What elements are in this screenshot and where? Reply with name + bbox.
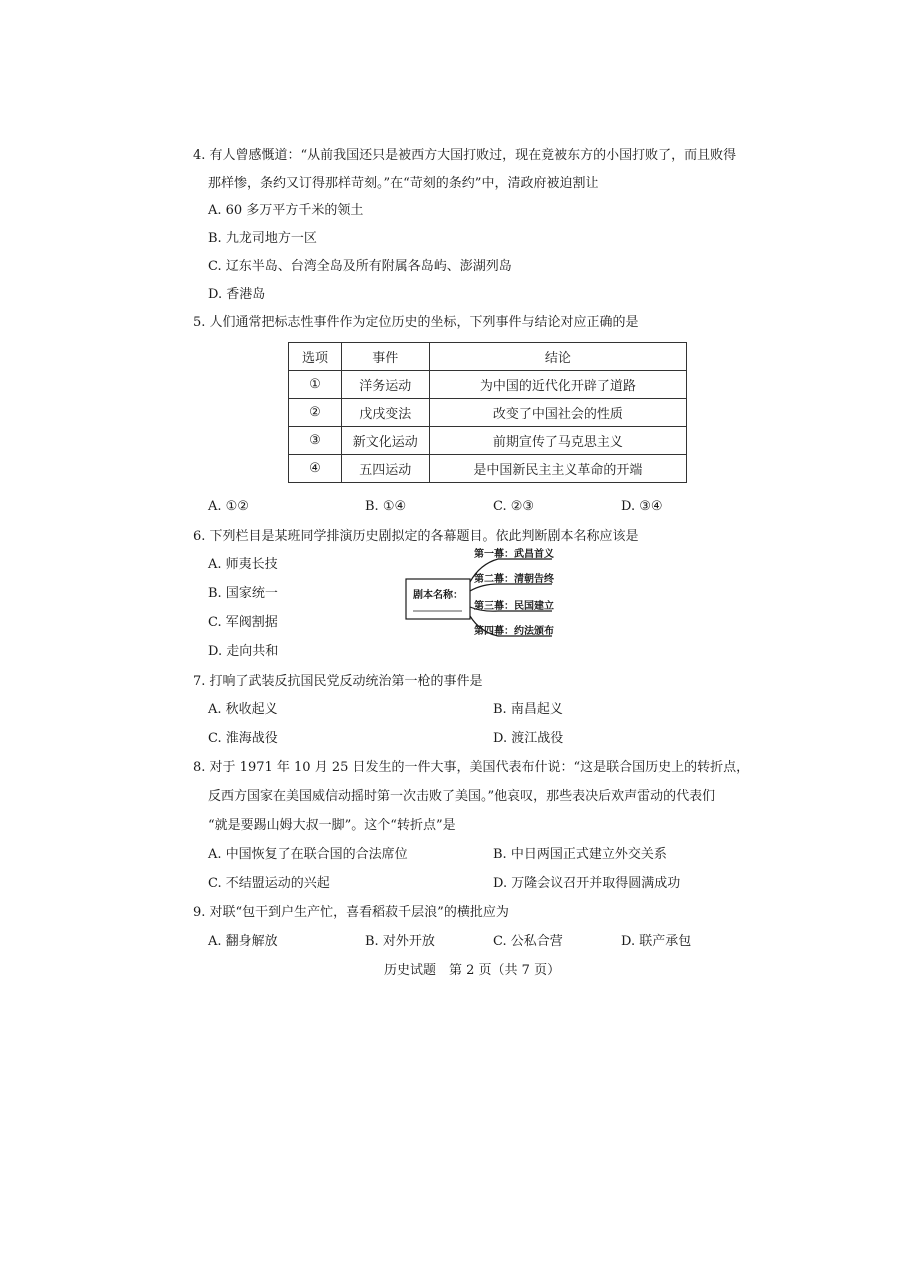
table-row [289, 399, 687, 427]
q7-option-b[interactable]: B. 南昌起义 [493, 702, 563, 717]
table-cell: 是中国新民主主义革命的开端 [429, 455, 686, 483]
q4-stem-line1: 4. 有人曾感慨道：“从前我国还只是被西方大国打败过，现在竟被东方的小国打败了，而且败得 [193, 148, 737, 163]
table-cell: 新文化运动 [341, 427, 429, 455]
diagram-act-2: 第二幕：清朝告终 [474, 574, 554, 585]
q8-option-c[interactable]: C. 不结盟运动的兴起 [208, 876, 330, 891]
q9-option-d[interactable]: D. 联产承包 [621, 934, 692, 949]
table-cell: 前期宣传了马克思主义 [429, 427, 686, 455]
q7-option-a[interactable]: A. 秋收起义 [208, 702, 278, 717]
table-header-row [289, 343, 687, 371]
table-cell: ② [289, 399, 342, 427]
q4-option-c[interactable]: C. 辽东半岛、台湾全岛及所有附属各岛屿、澎湖列岛 [208, 259, 512, 274]
table-row [289, 427, 687, 455]
q5-table [288, 342, 687, 483]
q8-stem-line1: 8. 对于 1971 年 10 月 25 日发生的一件大事，美国代表布什说：“这是联合国历史上的转折点， [193, 760, 750, 775]
q4-option-d[interactable]: D. 香港岛 [208, 287, 266, 302]
q9-option-a[interactable]: A. 翻身解放 [208, 934, 278, 949]
table-cell: 戊戌变法 [341, 399, 429, 427]
q8-stem-line3: “就是要踢山姆大叔一脚”。这个“转折点”是 [208, 818, 456, 833]
q8-option-a[interactable]: A. 中国恢复了在联合国的合法席位 [208, 847, 408, 862]
q6-option-b[interactable]: B. 国家统一 [208, 586, 278, 601]
q6-option-d[interactable]: D. 走向共和 [208, 644, 279, 659]
table-cell: 洋务运动 [341, 371, 429, 399]
q6-option-a[interactable]: A. 师夷长技 [208, 557, 278, 572]
table-cell: ① [289, 371, 342, 399]
page-footer: 历史试题 第 2 页（共 7 页） [384, 963, 561, 978]
q4-stem-line2: 那样惨，条约又订得那样苛刻。”在“苛刻的条约”中，清政府被迫割让 [208, 176, 599, 191]
q7-option-c[interactable]: C. 淮海战役 [208, 731, 278, 746]
table-cell: 改变了中国社会的性质 [429, 399, 686, 427]
diagram-connector [470, 584, 552, 591]
q6-stem: 6. 下列栏目是某班同学排演历史剧拟定的各幕题目。依此判断剧本名称应该是 [193, 529, 639, 544]
table-header-cell: 事件 [341, 343, 429, 371]
table-row [289, 455, 687, 483]
diagram-act-1: 第一幕：武昌首义 [474, 549, 554, 560]
q4-option-a[interactable]: A. 60 多万平方千米的领土 [208, 203, 364, 218]
table-header-cell: 选项 [289, 343, 342, 371]
q5-option-c[interactable]: C. ②③ [493, 499, 535, 514]
q5-option-d[interactable]: D. ③④ [621, 499, 663, 514]
q9-option-c[interactable]: C. 公私合营 [493, 934, 563, 949]
q6-option-c[interactable]: C. 军阀割据 [208, 615, 278, 630]
q9-option-b[interactable]: B. 对外开放 [365, 934, 435, 949]
q7-option-d[interactable]: D. 渡江战役 [493, 731, 564, 746]
table-header-cell: 结论 [429, 343, 686, 371]
q5-option-b[interactable]: B. ①④ [365, 499, 407, 514]
diagram-box-label: 剧本名称： [413, 590, 463, 601]
q8-stem-line2: 反西方国家在美国威信动摇时第一次击败了美国。”他哀叹，那些表决后欢声雷动的代表们 [208, 789, 716, 804]
q9-stem: 9. 对联“包干到户生产忙，喜看稻菽千层浪”的横批应为 [193, 905, 509, 920]
q5-stem: 5. 人们通常把标志性事件作为定位历史的坐标，下列事件与结论对应正确的是 [193, 315, 639, 330]
diagram-act-4: 第四幕：约法颁布 [474, 626, 554, 637]
diagram-act-3: 第三幕：民国建立 [474, 601, 554, 612]
table-cell: 五四运动 [341, 455, 429, 483]
q8-option-d[interactable]: D. 万隆会议召开并取得圆满成功 [493, 876, 681, 891]
q8-option-b[interactable]: B. 中日两国正式建立外交关系 [493, 847, 667, 862]
q5-option-a[interactable]: A. ①② [208, 499, 249, 514]
q6-diagram [402, 546, 562, 646]
table-cell: ④ [289, 455, 342, 483]
q7-stem: 7. 打响了武装反抗国民党反动统治第一枪的事件是 [193, 674, 483, 689]
table-cell: ③ [289, 427, 342, 455]
table-row [289, 371, 687, 399]
q4-option-b[interactable]: B. 九龙司地方一区 [208, 231, 317, 246]
table-cell: 为中国的近代化开辟了道路 [429, 371, 686, 399]
